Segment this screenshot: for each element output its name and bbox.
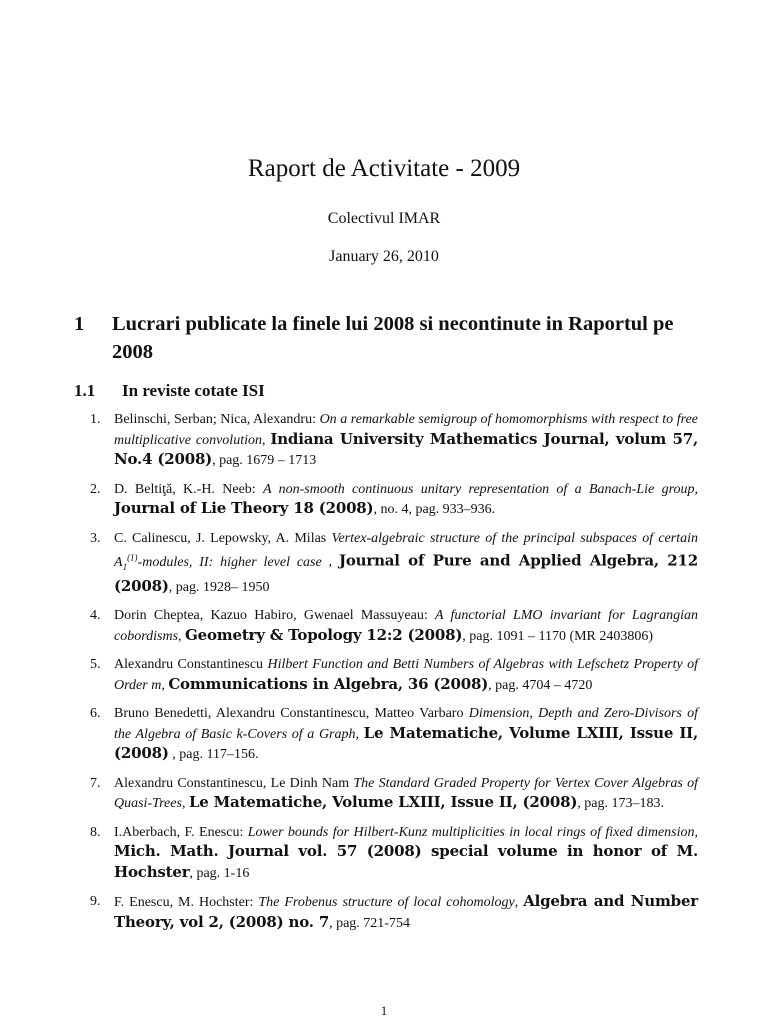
document-date: January 26, 2010 (329, 248, 439, 265)
reference-number: 3. (90, 530, 101, 546)
reference-title: A functorial LMO invariant for Lagrangian cobordisms (114, 608, 698, 644)
reference-authors: Dorin Cheptea, Kazuo Habiro, Gwenael Massuyeau: (114, 608, 435, 624)
reference-separator: , (161, 677, 169, 693)
reference-number: 1. (90, 412, 101, 427)
reference-journal: Mich. Math. Journal vol. 57 (2008) special volume in honor of M. Hochster (114, 842, 698, 881)
document-title: Raport de Activitate - 2009 (247, 155, 521, 182)
reference-authors: Belinschi, Serban; Nica, Alexandru: (114, 412, 320, 427)
reference-item (90, 606, 698, 646)
reference-number: 9. (90, 894, 101, 910)
section-heading (74, 310, 714, 366)
reference-authors: I.Aberbach, F. Enescu: (114, 824, 248, 840)
reference-journal: Algebra and Number Theory, vol 2, (2008) no. 7 (114, 892, 699, 931)
subsection-heading (74, 381, 265, 401)
reference-number: 4. (90, 608, 101, 624)
reference-journal: Le Matematiche, Volume LXIII, Issue II, (2008) (188, 793, 578, 812)
reference-separator: , (355, 726, 364, 742)
reference-journal: Indiana University Mathematics Journal, volum 57, No.4 (2008) (114, 429, 699, 468)
reference-journal: Journal of Lie Theory 18 (2008) (114, 499, 374, 517)
reference-title-subscript: 1 (122, 561, 128, 572)
reference-separator: , (321, 554, 339, 570)
reference-number: 8. (90, 824, 101, 840)
reference-authors: D. Beltiţă, K.-H. Neeb: (114, 481, 263, 497)
reference-number: 7. (90, 775, 101, 791)
reference-pages: , pag. 4704 – 4720 (488, 677, 593, 693)
reference-title: Dimension, Depth and Zero-Divisors of the Algebra of Basic k-Covers of a Graph (114, 706, 698, 742)
reference-separator: , (514, 895, 524, 911)
reference-title: The Frobenus structure of local cohomology (258, 895, 515, 911)
reference-title-part-b: -modules, II: higher level case (137, 554, 322, 570)
reference-journal: Communications in Algebra, 36 (2008) (168, 674, 489, 693)
reference-pages: , pag. 1679 – 1713 (212, 453, 317, 468)
document-author: Colectivul IMAR (327, 210, 441, 227)
reference-title-part-a: Vertex-algebraic structure of the principal subspaces of certain A (114, 530, 698, 570)
reference-pages: , pag. 117–156. (168, 747, 259, 763)
reference-item (90, 774, 698, 814)
reference-journal: Le Matematiche, Volume LXIII, Issue II, (2008) (114, 723, 699, 763)
section-number: 1 (74, 313, 85, 335)
reference-pages: , pag. 721-754 (329, 915, 410, 931)
reference-pages: , pag. 173–183. (577, 796, 664, 812)
reference-title: Hilbert Function and Betti Numbers of Algebras with Lefschetz Property of Order m (114, 657, 699, 693)
reference-pages: , pag. 1928– 1950 (168, 579, 270, 595)
reference-separator: , (261, 432, 271, 448)
reference-journal: Journal of Pure and Applied Algebra, 212 (2008) (114, 551, 698, 595)
reference-pages: , no. 4, pag. 933–936. (373, 502, 496, 517)
reference-number: 2. (90, 481, 101, 497)
reference-authors: Alexandru Constantinescu, Le Dinh Nam (114, 775, 354, 791)
subsection-title: In reviste cotate ISI (122, 381, 265, 400)
reference-title-superscript: (1) (127, 552, 138, 562)
reference-authors: Bruno Benedetti, Alexandru Constantinescu, Matteo Varbaro (114, 706, 469, 722)
reference-item (90, 655, 698, 695)
reference-item (90, 704, 698, 765)
reference-pages: , pag. 1091 – 1170 (MR 2403806) (462, 628, 654, 644)
reference-separator: , (178, 628, 186, 644)
reference-authors: C. Calinescu, J. Lepowsky, A. Milas (114, 530, 332, 546)
reference-authors: Alexandru Constantinescu (114, 657, 268, 673)
reference-item (90, 410, 698, 471)
reference-title: A non-smooth continuous unitary representation of a Banach-Lie group (262, 481, 695, 497)
reference-authors: F. Enescu, M. Hochster: (114, 895, 259, 911)
reference-separator: , (694, 824, 698, 840)
reference-item (90, 480, 698, 520)
reference-separator: , (694, 481, 698, 497)
reference-item (90, 529, 698, 598)
subsection-number: 1.1 (74, 381, 96, 400)
reference-title: Lower bounds for Hilbert-Kunz multiplicities in local rings of fixed dimension (247, 824, 695, 840)
page-number: 1 (380, 1003, 388, 1018)
reference-list (90, 410, 698, 942)
reference-number: 5. (90, 657, 101, 673)
reference-journal: Geometry & Topology 12:2 (2008) (185, 625, 463, 644)
reference-separator: , (181, 796, 189, 812)
reference-title: The Standard Graded Property for Vertex Cover Algebras of Quasi-Trees (114, 775, 698, 812)
reference-pages: , pag. 1-16 (189, 865, 250, 881)
reference-number: 6. (90, 706, 101, 722)
reference-title: On a remarkable semigroup of homomorphisms with respect to free multiplicative convolution (114, 412, 698, 448)
reference-item (90, 892, 698, 933)
section-title: Lucrari publicate la finele lui 2008 si necontinute in Raportul pe 2008 (112, 313, 674, 363)
reference-item (90, 823, 698, 884)
